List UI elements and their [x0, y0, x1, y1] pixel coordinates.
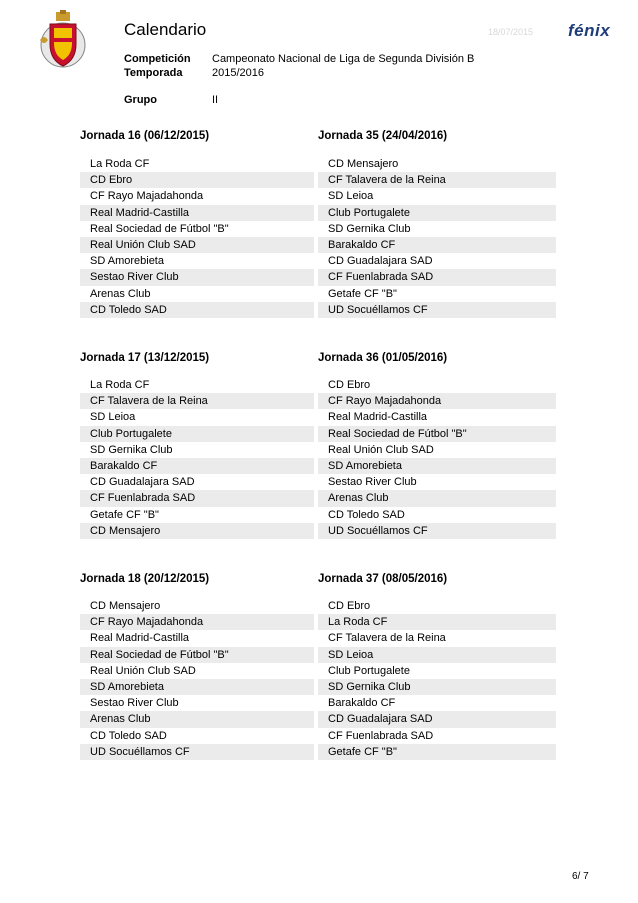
team-row: La Roda CF — [90, 379, 150, 391]
team-row: SD Leioa — [318, 647, 556, 663]
team-row: Real Madrid-Castilla — [90, 632, 190, 645]
team-row: CD Ebro — [80, 172, 314, 188]
team-row: CF Talavera de la Reina — [328, 632, 446, 645]
team-row: SD Gernika Club — [328, 222, 411, 235]
team-row: Real Unión Club SAD — [90, 664, 196, 677]
temporada-label: Temporada — [124, 67, 183, 79]
team-row: SD Leioa — [328, 190, 374, 203]
team-row: CD Guadalajara SAD — [90, 476, 195, 489]
jornada-team-list — [80, 377, 314, 539]
jornada-team-list — [80, 156, 314, 318]
team-row: Barakaldo CF — [80, 458, 314, 474]
team-row: Sestao River Club — [80, 269, 314, 285]
team-row: CF Talavera de la Reina — [318, 172, 556, 188]
team-row: UD Socuéllamos CF — [318, 302, 556, 318]
team-row: CF Fuenlabrada SAD — [318, 269, 556, 285]
temporada-value: 2015/2016 — [212, 67, 264, 79]
team-row: CD Guadalajara SAD — [318, 711, 556, 727]
team-row: Sestao River Club — [90, 697, 179, 710]
team-row: Real Unión Club SAD — [328, 443, 434, 456]
team-row: Arenas Club — [80, 711, 314, 727]
team-row: CD Mensajero — [90, 600, 161, 612]
team-row: Club Portugalete — [80, 426, 314, 442]
team-row: CD Mensajero — [328, 158, 399, 170]
jornada-title: Jornada 17 (13/12/2015) — [80, 352, 210, 364]
team-row: La Roda CF — [318, 614, 556, 630]
team-row: Real Sociedad de Fútbol "B" — [318, 426, 556, 442]
team-row: CD Mensajero — [80, 523, 314, 539]
team-row: SD Amorebieta — [80, 679, 314, 695]
team-row: CD Toledo SAD — [328, 508, 405, 521]
team-row: UD Socuéllamos CF — [80, 744, 314, 760]
team-row: Sestao River Club — [328, 476, 417, 489]
team-row: Getafe CF "B" — [318, 744, 556, 760]
team-row: Getafe CF "B" — [90, 508, 159, 521]
team-row: CD Toledo SAD — [80, 302, 314, 318]
team-row: La Roda CF — [90, 158, 150, 170]
team-row: CF Rayo Majadahonda — [80, 614, 314, 630]
team-row: Club Portugalete — [328, 664, 410, 677]
team-row: SD Gernika Club — [90, 443, 173, 456]
team-row: CD Toledo SAD — [90, 729, 167, 742]
jornada-title: Jornada 35 (24/04/2016) — [318, 130, 448, 142]
team-row: Arenas Club — [318, 490, 556, 506]
jornada-title: Jornada 16 (06/12/2015) — [80, 130, 210, 142]
team-row: SD Leioa — [90, 411, 136, 424]
team-row: CF Fuenlabrada SAD — [80, 490, 314, 506]
team-row: Arenas Club — [90, 287, 151, 300]
jornada-team-list — [318, 598, 556, 760]
team-row: Barakaldo CF — [328, 697, 396, 710]
grupo-value: II — [212, 94, 219, 106]
competicion-label: Competición — [124, 53, 191, 65]
competicion-value: Campeonato Nacional de Liga de Segunda División B — [212, 53, 475, 65]
jornada-title: Jornada 37 (08/05/2016) — [318, 573, 448, 585]
federation-crest-logo — [36, 10, 88, 70]
team-row: Real Unión Club SAD — [80, 237, 314, 253]
team-row: Real Sociedad de Fútbol "B" — [90, 222, 229, 235]
team-row: Getafe CF "B" — [328, 287, 397, 300]
team-row: SD Amorebieta — [90, 255, 164, 268]
brand-logo: fénix — [568, 21, 611, 40]
team-row: Real Madrid-Castilla — [80, 205, 314, 221]
team-row: CD Ebro — [328, 379, 371, 391]
print-date: 18/07/2015 — [488, 27, 534, 37]
team-row: CF Rayo Majadahonda — [318, 393, 556, 409]
team-row: SD Gernika Club — [318, 679, 556, 695]
team-row: SD Amorebieta — [318, 458, 556, 474]
team-row: Barakaldo CF — [318, 237, 556, 253]
page-title: Calendario — [124, 20, 207, 39]
jornada-team-list — [318, 377, 556, 539]
jornada-title: Jornada 18 (20/12/2015) — [80, 573, 210, 585]
page-number: 6/ 7 — [572, 871, 589, 882]
team-row: Real Sociedad de Fútbol "B" — [80, 647, 314, 663]
team-row: Club Portugalete — [318, 205, 556, 221]
grupo-label: Grupo — [124, 94, 157, 106]
jornada-title: Jornada 36 (01/05/2016) — [318, 352, 448, 364]
jornada-team-list — [80, 598, 314, 760]
team-row: CD Ebro — [328, 600, 371, 612]
jornada-team-list — [318, 156, 556, 318]
team-row: CF Rayo Majadahonda — [90, 190, 204, 203]
team-row: UD Socuéllamos CF — [318, 523, 556, 539]
team-row: CD Guadalajara SAD — [328, 255, 433, 268]
team-row: CF Talavera de la Reina — [80, 393, 314, 409]
team-row: CF Fuenlabrada SAD — [328, 729, 434, 742]
team-row: Real Madrid-Castilla — [328, 411, 428, 424]
